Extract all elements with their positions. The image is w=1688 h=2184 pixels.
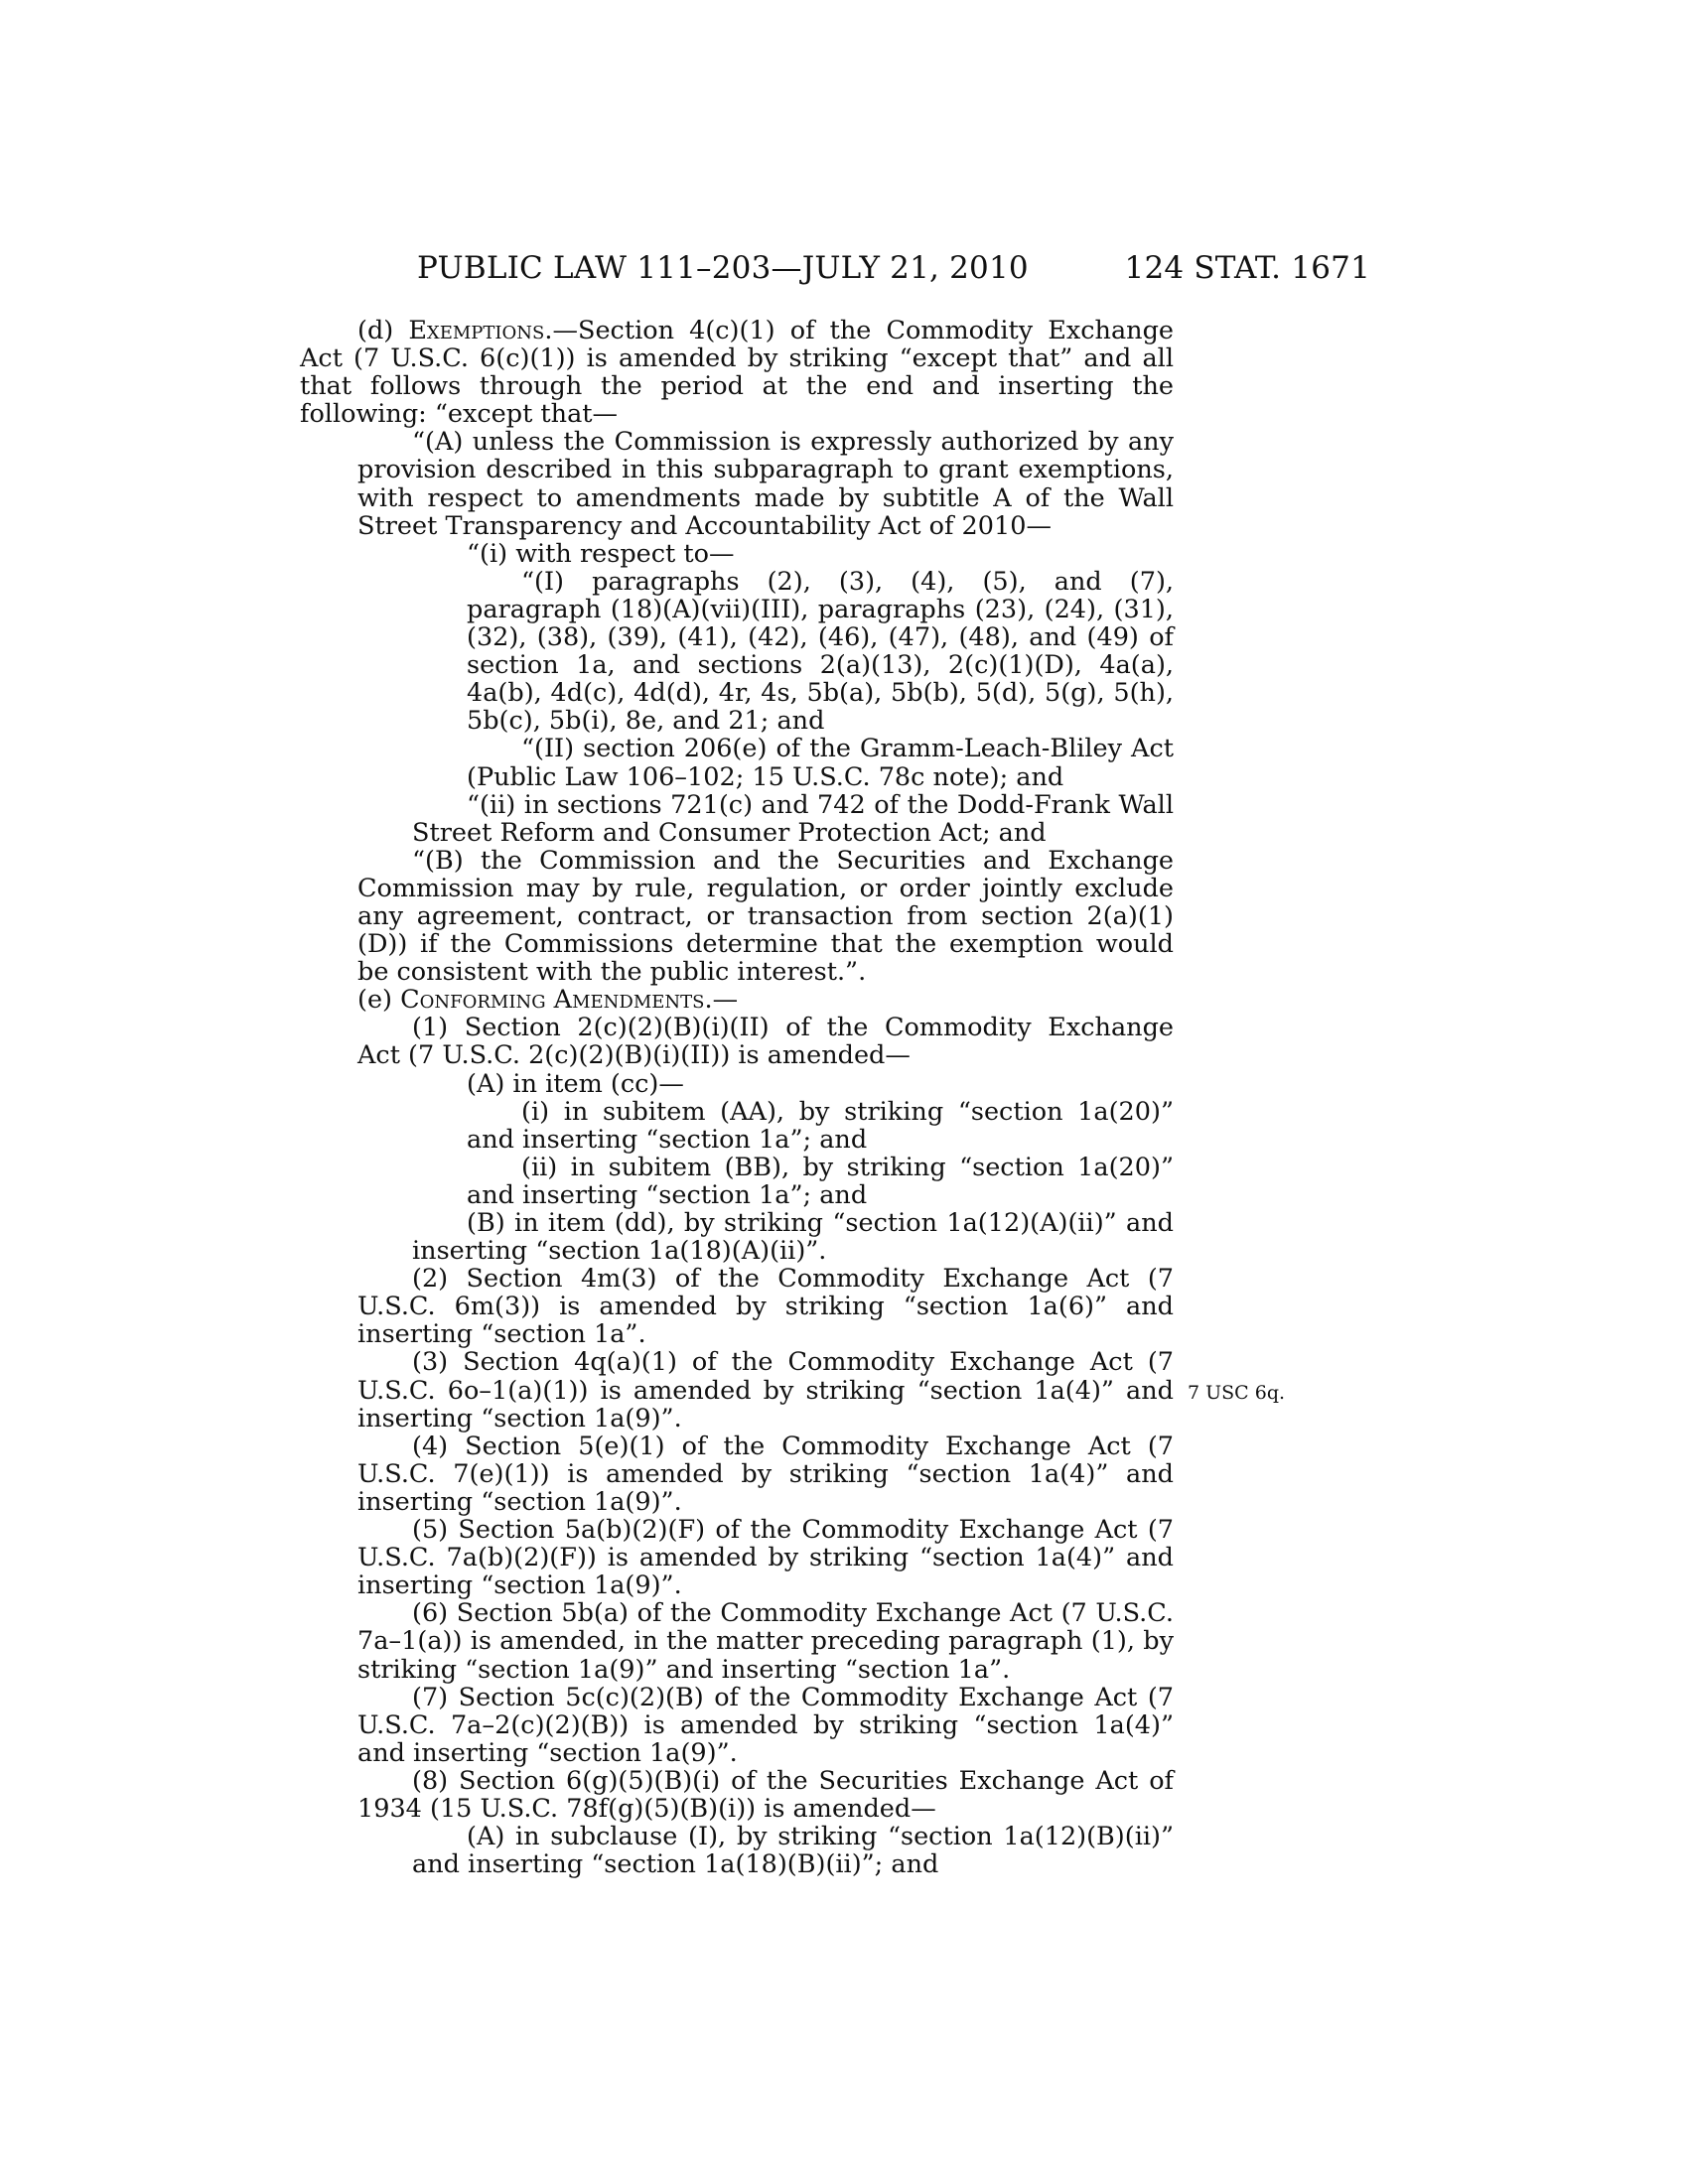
amendment-1-A-ii: (ii) in subitem (BB), by striking “section 1a(20)” and inserting “section 1a”; and	[467, 1152, 1174, 1210]
paragraph-label: (e)	[357, 985, 401, 1016]
subparagraph-A: “(A) unless the Commission is expressly authorized by any provision described in this subparagraph to grant exemptions, with respect to amendments made by subtitle A of the Wall Street Transparency and Accountability Act of 2010—	[357, 427, 1174, 541]
amendment-8-A: (A) in subclause (I), by striking “section 1a(12)(B)(ii)” and inserting “section 1a(18)(B)(ii)”; and	[412, 1822, 1174, 1880]
amendment-1-B: (B) in item (dd), by striking “section 1a(12)(A)(ii)” and inserting “section 1a(18)(A)(ii)”.	[412, 1208, 1174, 1267]
header-law-citation: PUBLIC LAW 111–203—JULY 21, 2010	[417, 250, 1029, 286]
running-header	[417, 250, 1370, 290]
amendment-2: (2) Section 4m(3) of the Commodity Exchange Act (7 U.S.C. 6m(3)) is amended by striking “section 1a(6)” and inserting “section 1a”.	[357, 1264, 1174, 1350]
subclause-II: “(II) section 206(e) of the Gramm-Leach-Bliley Act (Public Law 106–102; 15 U.S.C. 78c note); and	[467, 734, 1174, 792]
amendment-1: (1) Section 2(c)(2)(B)(i)(II) of the Commodity Exchange Act (7 U.S.C. 2(c)(2)(B)(i)(II)) is amended—	[357, 1013, 1174, 1071]
amendment-8: (8) Section 6(g)(5)(B)(i) of the Securities Exchange Act of 1934 (15 U.S.C. 78f(g)(5)(B)(i)) is amended—	[357, 1765, 1174, 1824]
amendment-6: (6) Section 5b(a) of the Commodity Exchange Act (7 U.S.C. 7a–1(a)) is amended, in the matter preceding paragraph (1), by striking “section 1a(9)” and inserting “section 1a”.	[357, 1598, 1174, 1685]
margin-note-usc: 7 USC 6q.	[1188, 1382, 1286, 1404]
amendment-1-A: (A) in item (cc)—	[467, 1068, 684, 1099]
clause-ii: “(ii) in sections 721(c) and 742 of the Dodd-Frank Wall Street Reform and Consumer Protection Act; and	[412, 789, 1174, 848]
header-stat-page: 124 STAT. 1671	[1124, 250, 1370, 286]
amendment-1-A-i: (i) in subitem (AA), by striking “section 1a(20)” and inserting “section 1a”; and	[467, 1096, 1174, 1155]
paragraph-heading: Exemptions	[408, 316, 545, 345]
clause-i: “(i) with respect to—	[467, 538, 735, 569]
amendment-4: (4) Section 5(e)(1) of the Commodity Exchange Act (7 U.S.C. 7(e)(1)) is amended by striking “section 1a(4)” and inserting “section 1a(9)”.	[357, 1431, 1174, 1517]
subclause-I: “(I) paragraphs (2), (3), (4), (5), and (7), paragraph (18)(A)(vii)(III), paragraphs (23), (24), (31), (32), (38), (39), (41), (42), (46), (47), (48), and (49) of section 1a, and sections 2(a)(13), 2(c)(1)(D), 4a(a), 4a(b), 4d(c), 4d(d), 4r, 4s, 5b(a), 5b(b), 5(d), 5(g), 5(h), 5b(c), 5b(i), 8e, and 21; and	[467, 566, 1174, 737]
amendment-7: (7) Section 5c(c)(2)(B) of the Commodity Exchange Act (7 U.S.C. 7a–2(c)(2)(B)) is amended by striking “section 1a(4)” and inserting “section 1a(9)”.	[357, 1682, 1174, 1768]
paragraph-heading: Conforming Amendments	[400, 985, 705, 1016]
paragraph-text: .—Section 4(c)(1) of the Commodity Exchange Act (7 U.S.C. 6(c)(1)) is amended by striking “except that” and all that follows through the period at the end and inserting the following: “except that—	[300, 316, 1174, 430]
paragraph-e-conforming-amendments	[300, 986, 1174, 1014]
paragraph-d-exemptions	[300, 317, 1174, 428]
document-body	[300, 317, 1174, 1878]
amendment-3: (3) Section 4q(a)(1) of the Commodity Exchange Act (7 U.S.C. 6o–1(a)(1)) is amended by striking “section 1a(4)” and inserting “section 1a(9)”.	[357, 1347, 1174, 1433]
paragraph-text: .—	[704, 985, 739, 1016]
subparagraph-B: “(B) the Commission and the Securities and Exchange Commission may by rule, regulation, or order jointly exclude any agreement, contract, or transaction from section 2(a)(1)(D)) if the Commissions determine that the exemption would be consistent with the public interest.”.	[357, 845, 1174, 988]
amendment-5: (5) Section 5a(b)(2)(F) of the Commodity Exchange Act (7 U.S.C. 7a(b)(2)(F)) is amended by striking “section 1a(4)” and inserting “section 1a(9)”.	[357, 1515, 1174, 1601]
paragraph-label: (d)	[357, 316, 409, 345]
